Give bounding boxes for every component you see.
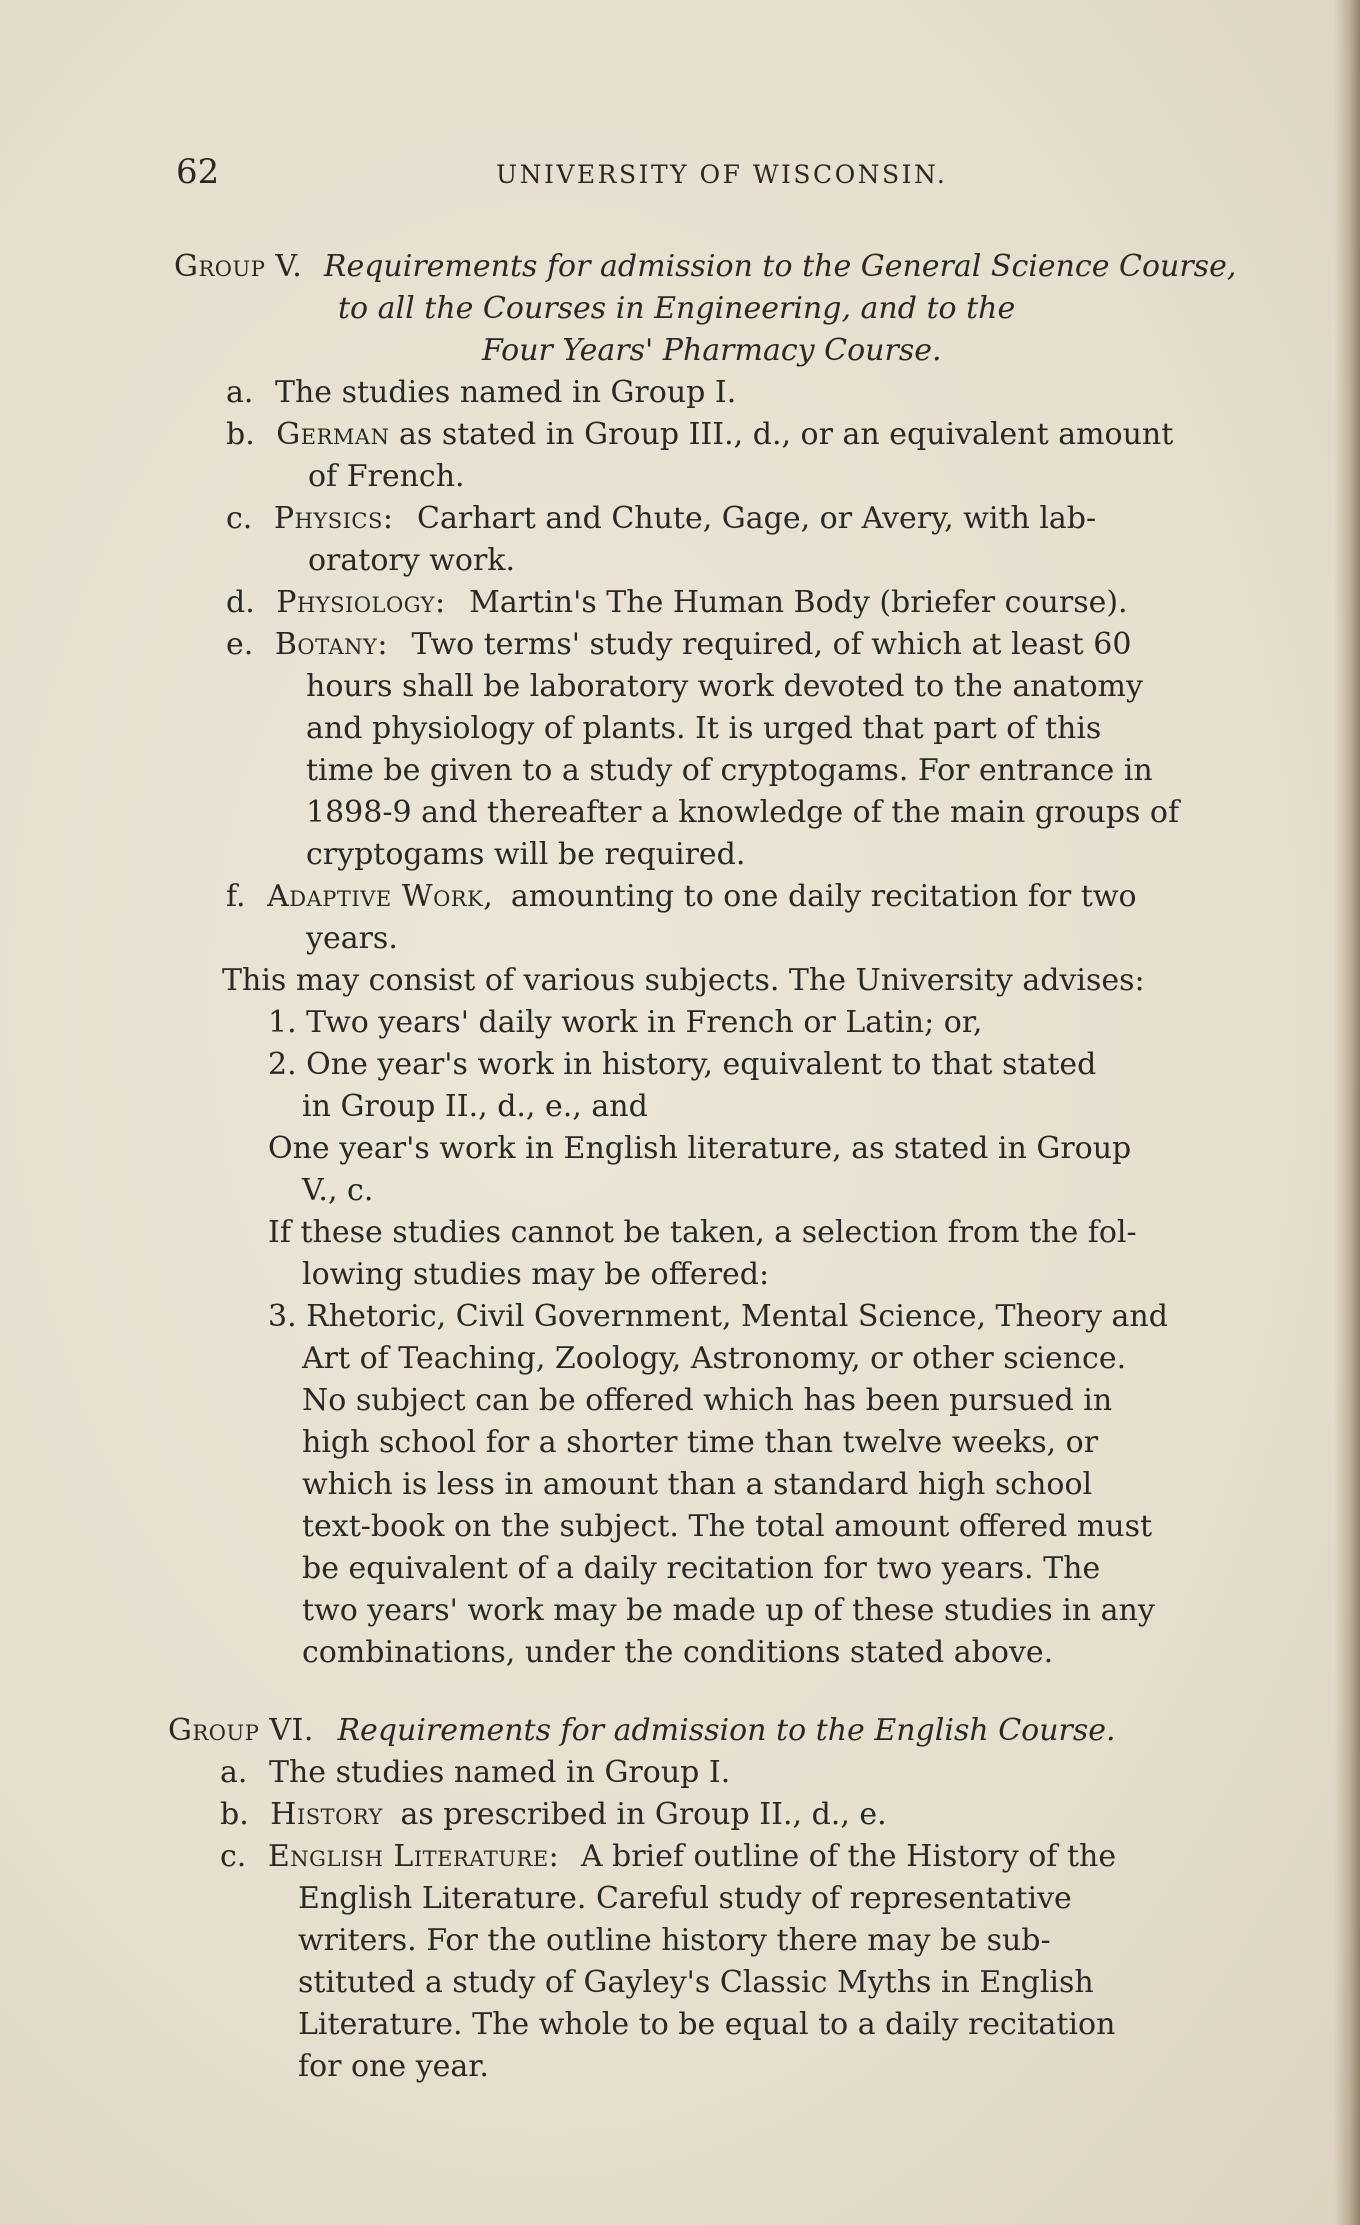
group6-label: Group VI. — [168, 1713, 314, 1748]
group5-item-c-cont: oratory work. — [308, 543, 516, 578]
group5-heading — [174, 246, 1236, 288]
option-2-line1: 2. One year's work in history, equivalent to that stated — [268, 1047, 1097, 1082]
group6-item-c-line4: stituted a study of Gayley's Classic Myths in English — [298, 1965, 1094, 2000]
group6-item-c-line6: for one year. — [298, 2049, 489, 2084]
item-text: The studies named in Group I. — [274, 375, 737, 410]
advise-line: This may consist of various subjects. The University advises: — [222, 963, 1145, 998]
item-text: amounting to one daily recitation for two — [510, 879, 1137, 914]
option-3-line8: two years' work may be made up of these studies in any — [302, 1593, 1155, 1628]
group5-item-b-cont: of French. — [308, 459, 465, 494]
option-2b-line2: V., c. — [302, 1173, 374, 1208]
subject-name: Physics: — [273, 501, 394, 536]
option-2-line2: in Group II., d., e., and — [302, 1089, 648, 1124]
group5-item-f-cont: years. — [306, 921, 398, 956]
subject-name: Adaptive Work, — [267, 879, 494, 914]
group5-item-e-line5: 1898-9 and thereafter a knowledge of the main groups of — [306, 795, 1180, 830]
item-marker: b. — [226, 417, 255, 452]
page-number: 62 — [176, 152, 220, 192]
item-marker: b. — [220, 1797, 249, 1832]
option-3-line6: text-book on the subject. The total amount offered must — [302, 1509, 1153, 1544]
group5-item-d — [226, 582, 1128, 624]
item-marker: c. — [220, 1839, 247, 1874]
group5-title-line3: Four Years' Pharmacy Course. — [482, 333, 942, 368]
option-1: 1. Two years' daily work in French or Latin; or, — [268, 1005, 983, 1040]
group6-item-c — [220, 1836, 1116, 1878]
group6-heading — [168, 1710, 1116, 1752]
item-marker: a. — [220, 1755, 248, 1790]
option-3-line7: be equivalent of a daily recitation for two years. The — [302, 1551, 1101, 1586]
item-text: Two terms' study required, of which at least 60 — [411, 627, 1132, 662]
page-edge-shadow — [1334, 0, 1360, 2225]
group6-item-c-line5: Literature. The whole to be equal to a daily recitation — [298, 2007, 1116, 2042]
item-text: as prescribed in Group II., d., e. — [400, 1797, 887, 1832]
subject-name: Physiology: — [276, 585, 446, 620]
subject-name: German — [276, 417, 390, 452]
option-3-line3: No subject can be offered which has been pursued in — [302, 1383, 1113, 1418]
item-marker: d. — [226, 585, 255, 620]
item-text: A brief outline of the History of the — [580, 1839, 1117, 1874]
option-3-line4: high school for a shorter time than twelve weeks, or — [302, 1425, 1099, 1460]
option-3-line1: 3. Rhetoric, Civil Government, Mental Science, Theory and — [268, 1299, 1168, 1334]
item-text: The studies named in Group I. — [268, 1755, 731, 1790]
option-3-line5: which is less in amount than a standard high school — [302, 1467, 1093, 1502]
group5-item-b — [226, 414, 1173, 456]
subject-name: English Literature: — [267, 1839, 560, 1874]
group6-item-b — [220, 1794, 887, 1836]
item-text: Carhart and Chute, Gage, or Avery, with lab- — [417, 501, 1097, 536]
option-3-line2: Art of Teaching, Zoology, Astronomy, or other science. — [302, 1341, 1127, 1376]
group6-item-c-line2: English Literature. Careful study of representative — [298, 1881, 1072, 1916]
alternative-line1: If these studies cannot be taken, a selection from the fol- — [268, 1215, 1137, 1250]
group6-item-a — [220, 1752, 730, 1794]
item-text: as stated in Group III., d., or an equivalent amount — [399, 417, 1174, 452]
item-marker: f. — [226, 879, 246, 914]
item-text: Martin's The Human Body (briefer course). — [469, 585, 1128, 620]
group5-item-e-line2: hours shall be laboratory work devoted to the anatomy — [306, 669, 1143, 704]
group5-title-line2: to all the Courses in Engineering, and to the — [338, 291, 1016, 326]
group5-label: Group V. — [174, 249, 303, 284]
group5-item-a — [226, 372, 736, 414]
running-title: UNIVERSITY OF WISCONSIN. — [496, 160, 948, 189]
group5-item-c — [226, 498, 1096, 540]
item-marker: c. — [226, 501, 253, 536]
group5-item-e — [226, 624, 1131, 666]
group5-item-e-line3: and physiology of plants. It is urged that part of this — [306, 711, 1102, 746]
group5-title-line1: Requirements for admission to the General Science Course, — [323, 249, 1237, 284]
group6-title: Requirements for admission to the English Course. — [337, 1713, 1116, 1748]
group5-item-f — [226, 876, 1137, 918]
option-3-line9: combinations, under the conditions stated above. — [302, 1635, 1054, 1670]
group5-item-e-line6: cryptogams will be required. — [306, 837, 746, 872]
subject-name: History — [270, 1797, 383, 1832]
option-2b-line1: One year's work in English literature, as stated in Group — [268, 1131, 1132, 1166]
item-marker: e. — [226, 627, 254, 662]
group6-item-c-line3: writers. For the outline history there may be sub- — [298, 1923, 1051, 1958]
alternative-line2: lowing studies may be offered: — [302, 1257, 770, 1292]
subject-name: Botany: — [274, 627, 388, 662]
item-marker: a. — [226, 375, 254, 410]
group5-item-e-line4: time be given to a study of cryptogams. For entrance in — [306, 753, 1153, 788]
